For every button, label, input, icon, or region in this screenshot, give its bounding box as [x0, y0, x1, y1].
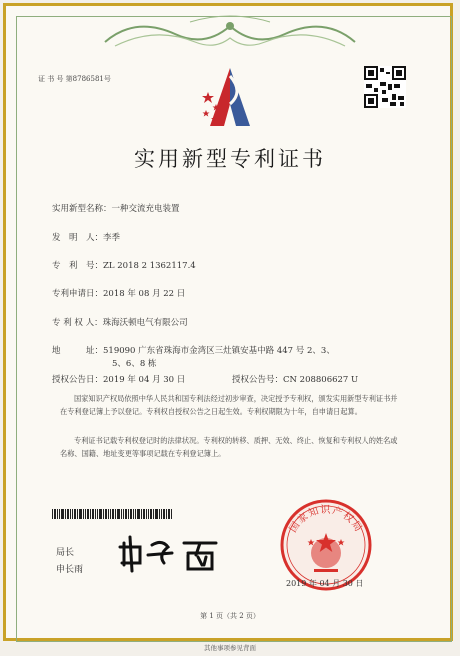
barcode-icon — [52, 509, 172, 519]
address-row-continued: 5、6、8 栋 — [112, 359, 157, 369]
field-label: 授权公告号： — [232, 375, 284, 385]
signature-icon — [118, 533, 228, 573]
grant-statement-paragraph: 国家知识产权局依照中华人民共和国专利法经过初步审查，决定授予专利权，颁发实用新型专利证书并在专利登记簿上予以登记。专利权自授权公告之日起生效。专利权期限为十年，自申请日起算。 — [60, 394, 398, 416]
patent-owner-row — [52, 316, 188, 328]
qr-code-icon — [364, 66, 406, 108]
field-label: 专 利 号： — [52, 261, 104, 271]
inventor-row — [52, 231, 120, 243]
grant-date-row — [52, 373, 185, 385]
field-value: 519090 广东省珠海市金湾区三灶镇安基中路 447 号 2、3、 — [103, 346, 335, 356]
seal-text: 国家知识产权局 — [287, 505, 365, 535]
patent-number-row — [52, 259, 196, 271]
address-row — [52, 344, 335, 356]
director-name: 申长雨 — [56, 565, 84, 575]
field-value: 2019 年 04 月 30 日 — [103, 375, 186, 385]
field-value: 2018 年 08 月 22 日 — [103, 289, 186, 299]
utility-model-name-row — [52, 202, 180, 214]
filing-date-row — [52, 287, 185, 299]
legal-status-paragraph: 专利证书记载专利权登记时的法律状况。专利权的转移、质押、无效、终止、恢复和专利权人的姓名或名称、国籍、地址变更等事项记载在专利登记簿上。 — [60, 436, 398, 458]
field-label: 专 利 权 人： — [52, 318, 103, 328]
field-label: 授权公告日： — [52, 375, 104, 385]
seal-date: 2019 年 04 月 30 日 — [286, 579, 364, 588]
director-title: 局长 — [56, 548, 75, 558]
field-value: ZL 2018 2 1362117.4 — [103, 261, 196, 271]
field-label: 发 明 人： — [52, 233, 104, 243]
field-label: 实用新型名称： — [52, 204, 112, 214]
field-value: CN 208806627 U — [283, 375, 359, 385]
page-indicator: 第 1 页（共 2 页） — [200, 612, 260, 620]
field-value: 一种交流充电装置 — [111, 204, 180, 214]
grant-number-row — [232, 373, 358, 385]
field-label: 地 址： — [52, 346, 104, 356]
field-value: 珠海沃顿电气有限公司 — [102, 318, 188, 328]
patent-office-logo-icon — [200, 66, 260, 132]
field-value: 李季 — [103, 233, 121, 243]
certificate-number: 证 书 号 第8786581号 — [38, 75, 111, 83]
ornament-icon — [95, 12, 365, 56]
certificate-title: 实用新型专利证书 — [134, 147, 326, 171]
bottom-note: 其他事项参见背面 — [204, 644, 256, 652]
field-label: 专利申请日： — [52, 289, 104, 299]
